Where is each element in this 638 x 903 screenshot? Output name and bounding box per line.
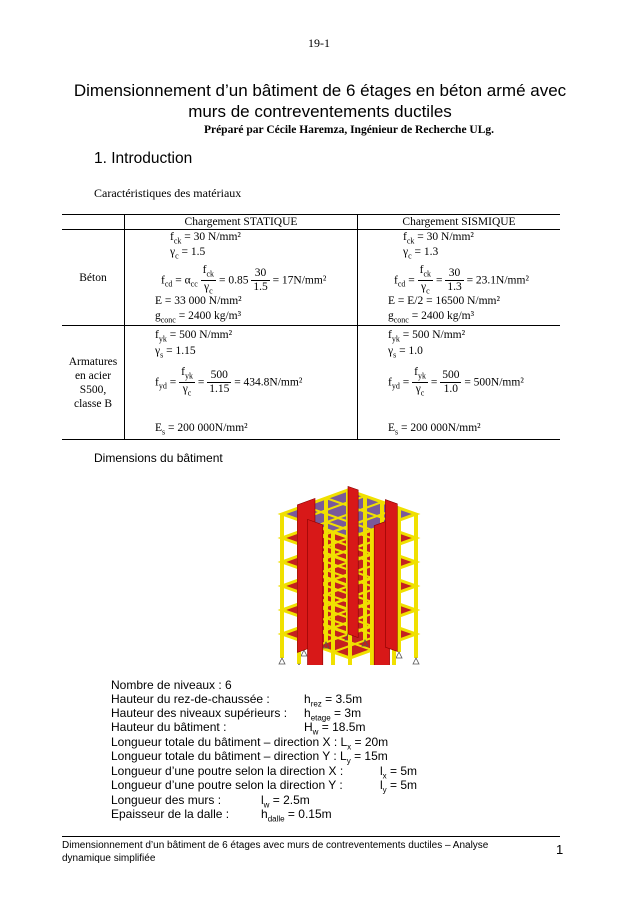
- document-title: Dimensionnement d’un bâtiment de 6 étages en béton armé avec murs de contreventements ductiles: [73, 81, 567, 121]
- header-seismic: Chargement SISMIQUE: [358, 215, 561, 230]
- Es-static: $E_s = 200$ 000N/mm²: [155, 422, 248, 437]
- section-heading: 1. Introduction: [94, 150, 193, 167]
- gs-seismic: $\gamma_s = 1.0$: [388, 345, 423, 360]
- building-model-image: [220, 470, 430, 665]
- gconc-static: $g_{conc} = 2400$ kg/m³: [155, 310, 242, 325]
- dim-row: Longueur d’une poutre selon la direction X : $l_x = 5m$: [111, 764, 418, 781]
- Es-seismic: $E_s = 200$ 000N/mm²: [388, 422, 481, 437]
- dims-heading: Dimensions du bâtiment: [94, 451, 223, 465]
- beton-seismic-cell: [358, 230, 561, 326]
- dim-row: Longueur totale du bâtiment – direction Y : $L_y = 15m$: [111, 749, 388, 766]
- support-icon: [279, 658, 285, 664]
- dim-row: Hauteur du bâtiment : $H_w = 18.5m$: [111, 720, 366, 737]
- fyd-seismic: $f_{yd}$ = $\frac{f_{yk}}{\gamma_c}$ = $\frac{500}{1.0}$ = 500N/mm²: [388, 366, 524, 398]
- dim-row: Nombre de niveaux : 6: [111, 678, 232, 692]
- gc-seismic: $\gamma_c = 1.3$: [403, 246, 439, 261]
- gs-static: $\gamma_s = 1.15$: [155, 345, 196, 360]
- fcd-seismic: $f_{cd}$ = $\frac{f_{ck}}{\gamma_c}$ = $\frac{30}{1.3}$ = 23.1N/mm²: [394, 264, 529, 296]
- fyk-seismic: $f_{yk} = 500$ N/mm²: [388, 329, 466, 344]
- page-header-number: 19-1: [308, 36, 330, 50]
- acier-seismic-cell: [358, 326, 561, 440]
- dim-row: Longueur d’une poutre selon la direction Y : $l_y = 5m$: [111, 778, 418, 795]
- dim-row: Epaisseur de la dalle : $h_{dalle} = 0.15m$: [111, 807, 332, 824]
- author-line: Préparé par Cécile Haremza, Ingénieur de Recherche ULg.: [203, 124, 495, 136]
- E-static: E = 33 000 N/mm²: [155, 295, 242, 307]
- shear-wall: [385, 500, 397, 652]
- beton-static-cell: [125, 230, 358, 326]
- support-icon: [296, 664, 302, 665]
- E-seismic: E = E/2 = 16500 N/mm²: [388, 295, 500, 307]
- acier-static-cell: [125, 326, 358, 440]
- gc-static: $\gamma_c = 1.5$: [170, 246, 206, 261]
- header-static: Chargement STATIQUE: [125, 215, 358, 230]
- dim-row: Hauteur du rez-de-chaussée : $h_{rez} = 3.5m$: [111, 692, 363, 709]
- gconc-seismic: $g_{conc} = 2400$ kg/m³: [388, 310, 475, 325]
- footer-rule: [62, 836, 560, 837]
- fyk-static: $f_{yk} = 500$ N/mm²: [155, 329, 233, 344]
- fyd-static: $f_{yd}$ = $\frac{f_{yk}}{\gamma_c}$ = $\frac{500}{1.15}$ = 434.8N/mm²: [155, 366, 303, 398]
- dim-row: Longueur des murs : $l_w = 2.5m$: [111, 793, 310, 810]
- armatures-label: Armatures en acier S500, classe B: [62, 326, 125, 440]
- fck-seismic: $f_{ck} = 30$ N/mm²: [403, 231, 474, 246]
- support-icon: [396, 652, 402, 658]
- beton-label: Béton: [62, 230, 125, 326]
- dim-row: Hauteur des niveaux supérieurs : $h_{etage} = 3m$: [111, 706, 362, 723]
- fcd-static: $f_{cd} = \alpha_{cc}$ $\frac{f_{ck}}{\gamma_c}$ = 0.85 $\frac{30}{1.5}$ = 17N/mm²: [161, 264, 327, 296]
- dim-row: Longueur totale du bâtiment – direction X : $L_x = 20m$: [111, 735, 389, 752]
- footer-page-number: 1: [556, 842, 564, 857]
- shear-wall: [348, 486, 358, 637]
- materials-table: [62, 214, 560, 440]
- shear-wall: [308, 519, 323, 665]
- fck-static: $f_{ck} = 30$ N/mm²: [170, 231, 241, 246]
- table-corner: [62, 215, 125, 230]
- footer-text: Dimensionnement d’un bâtiment de 6 étages avec murs de contreventements ductiles – Analyse dynamique simplifiée: [62, 840, 489, 864]
- materials-heading: Caractéristiques des matériaux: [94, 186, 242, 200]
- support-icon: [413, 658, 419, 664]
